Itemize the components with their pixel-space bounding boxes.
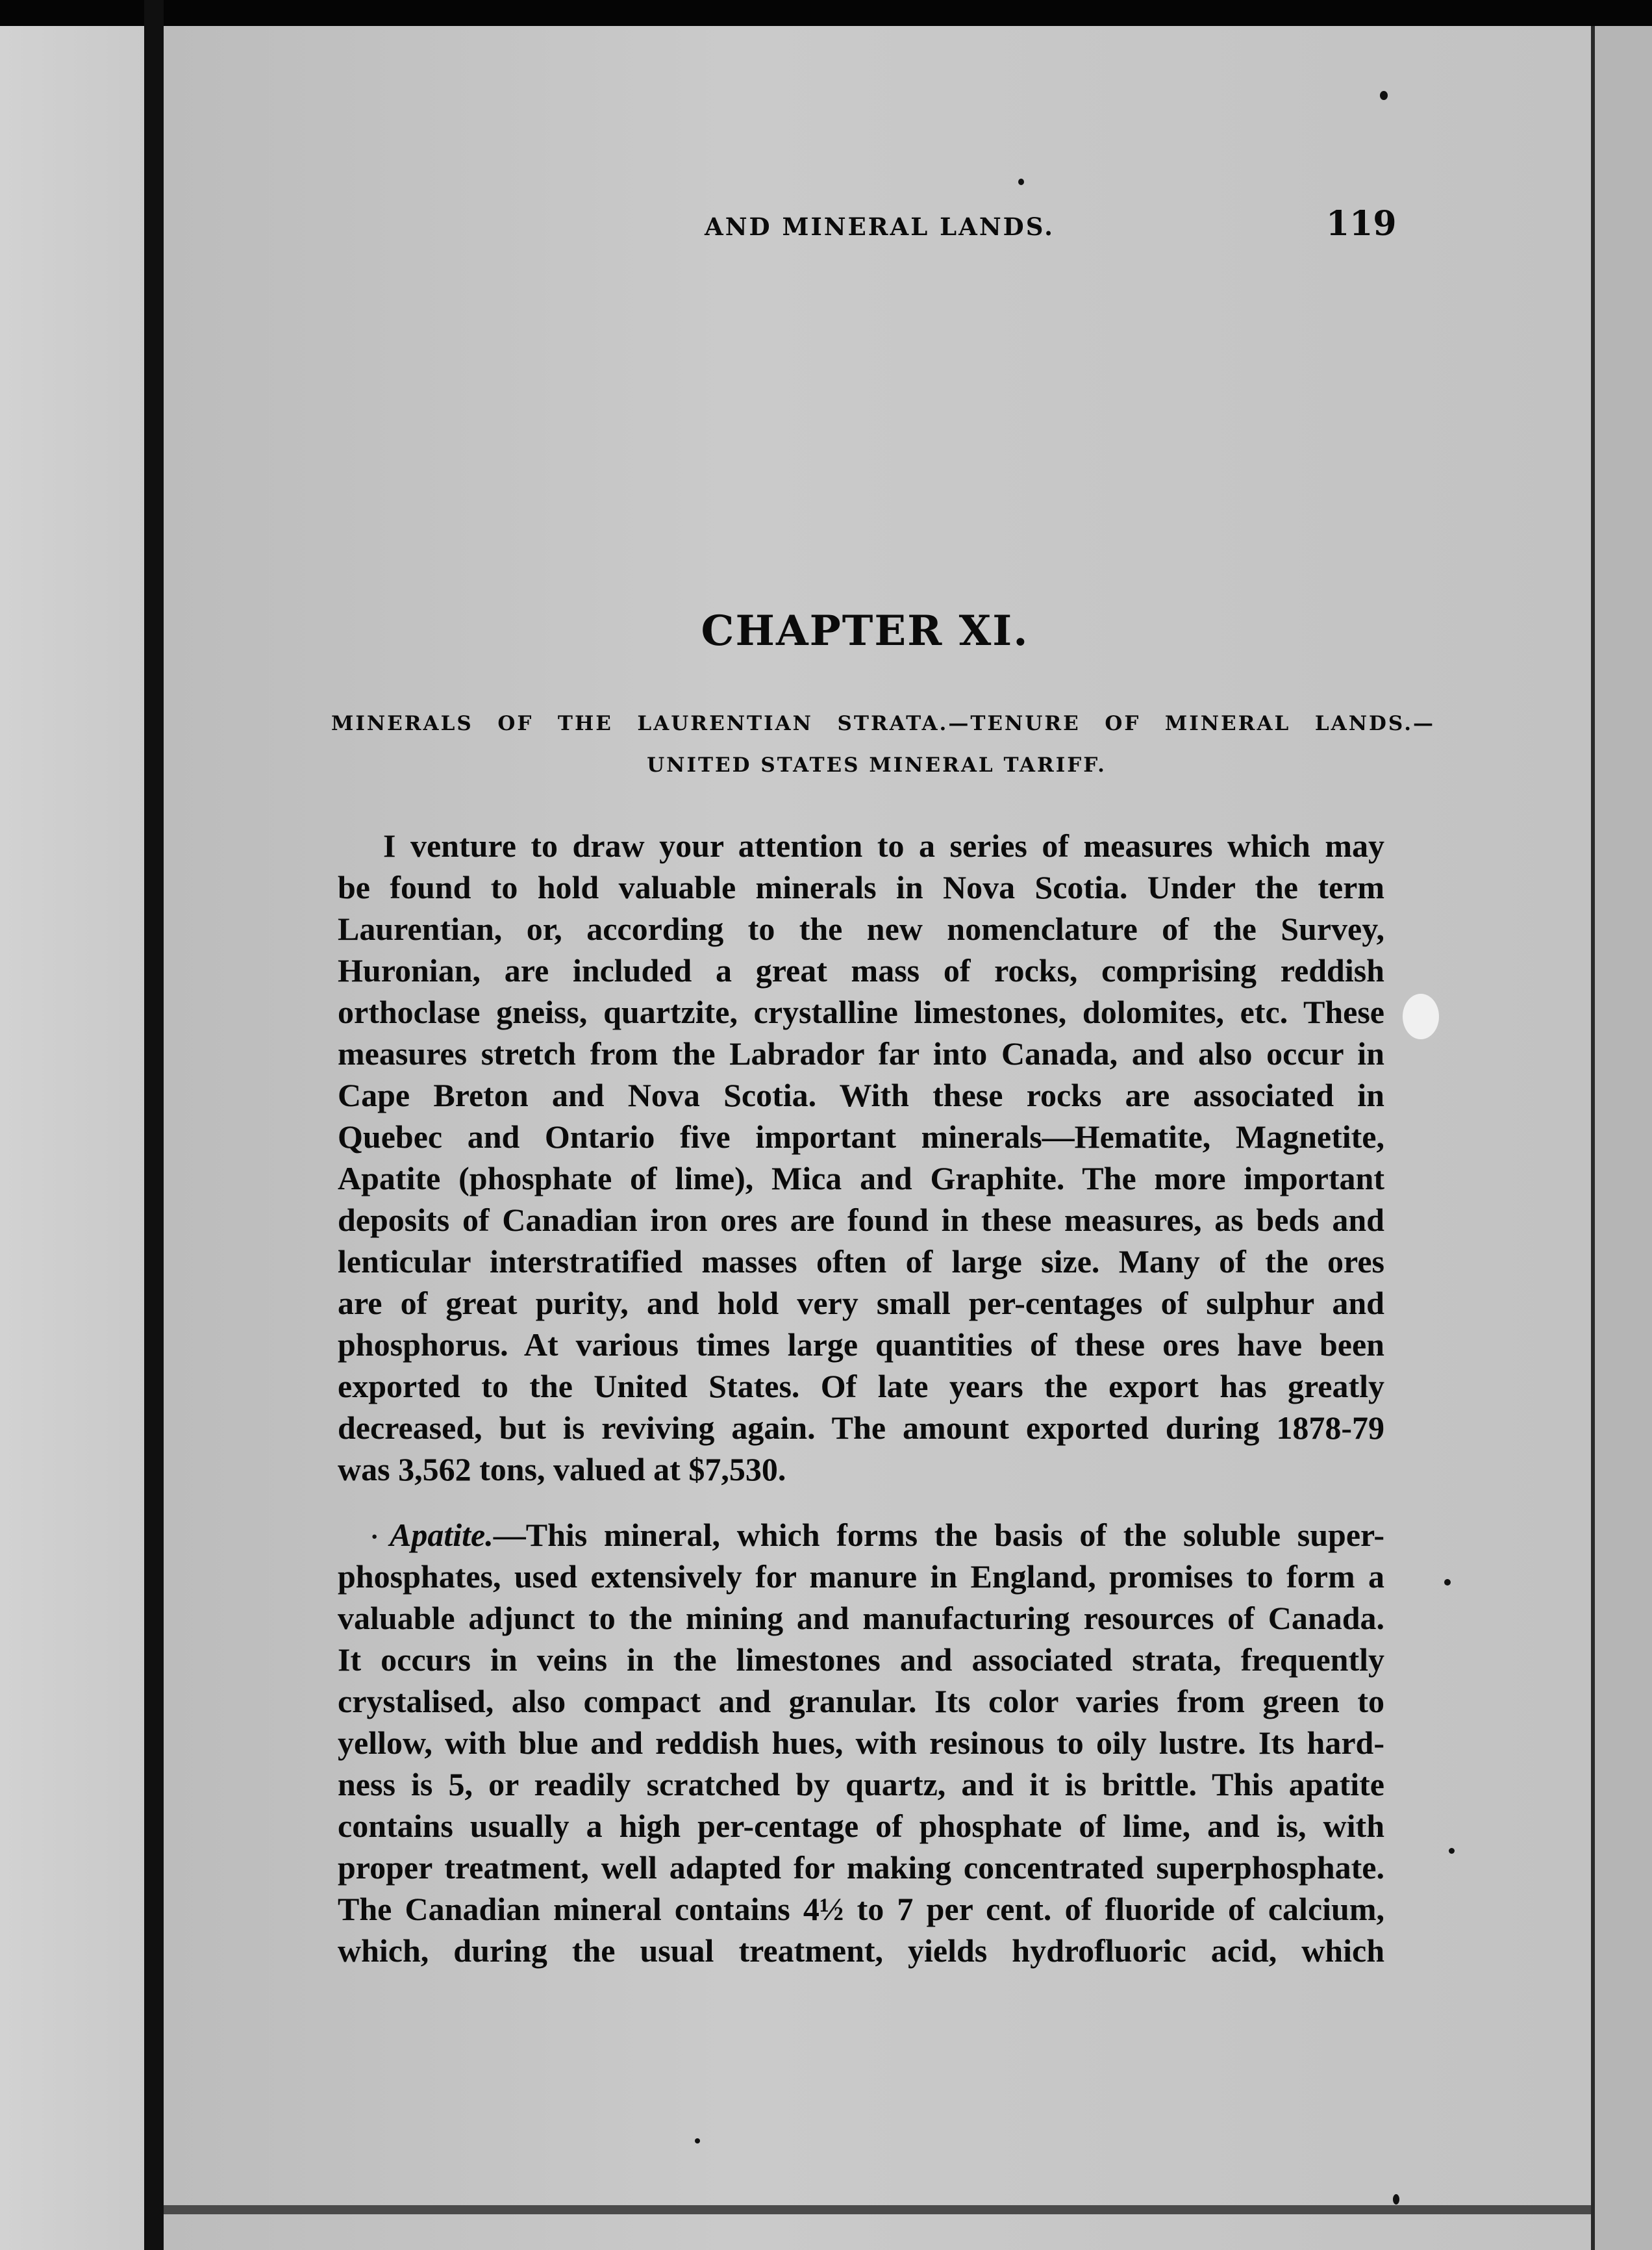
scan-speck <box>1449 1848 1455 1854</box>
paragraph-2-line: which, during the usual treatment, yields hydrofluoric acid, which <box>338 1932 1384 1969</box>
paragraph-1-line: Cape Breton and Nova Scotia. With these rocks are associated in <box>338 1077 1384 1113</box>
bottom-page-edge <box>164 2205 1591 2214</box>
paragraph-1-line: exported to the United States. Of late years the export has greatly <box>338 1368 1384 1404</box>
paragraph-1-line: measures stretch from the Labrador far into Canada, and also occur in <box>338 1035 1384 1072</box>
scan-speck <box>1444 1579 1451 1586</box>
apatite-heading: Apatite. <box>390 1517 494 1553</box>
paragraph-1-line: lenticular interstratified masses often of large size. Many of the ores <box>338 1243 1384 1280</box>
paragraph-2-first-line-text: —This mineral, which forms the basis of the soluble super- <box>493 1517 1384 1553</box>
paragraph-2-line: crystalised, also compact and granular. Its color varies from green to <box>338 1683 1384 1719</box>
scan-speck <box>1018 179 1024 185</box>
top-scan-edge <box>0 0 1652 26</box>
scan-speck <box>1380 91 1388 100</box>
paragraph-2-line: contains usually a high per-centage of phosphate of lime, and is, with <box>338 1808 1384 1844</box>
book-spine-shadow <box>144 0 164 2250</box>
chapter-subtitle-line-1: MINERALS OF THE LAURENTIAN STRATA.—TENURE OF MINERAL LANDS.— <box>331 712 1435 735</box>
paragraph-1-line: Huronian, are included a great mass of rocks, comprising reddish <box>338 952 1384 989</box>
paragraph-1-line: be found to hold valuable minerals in Nova Scotia. Under the term <box>338 869 1384 905</box>
scan-speck <box>1393 2194 1399 2205</box>
scan-speck <box>695 2138 700 2143</box>
paragraph-1-line: was 3,562 tons, valued at $7,530. <box>338 1451 786 1487</box>
facing-page-margin <box>0 26 146 2250</box>
paper-blemish <box>1403 994 1439 1039</box>
paragraph-1-line: Quebec and Ontario five important minerals—Hematite, Magnetite, <box>338 1119 1384 1155</box>
paragraph-1-line: phosphorus. At various times large quantities of these ores have been <box>338 1326 1384 1363</box>
paragraph-2-line: proper treatment, well adapted for making concentrated superphosphate. <box>338 1849 1384 1886</box>
bullet-mark: · <box>370 1522 379 1551</box>
paragraph-2-line: ness is 5, or readily scratched by quartz, and it is brittle. This apatite <box>338 1766 1384 1802</box>
paragraph-1-line: I venture to draw your attention to a series of measures which may <box>383 828 1384 864</box>
right-scan-edge <box>1591 26 1652 2250</box>
paragraph-1-line: Apatite (phosphate of lime), Mica and Graphite. The more important <box>338 1160 1384 1196</box>
paragraph-2-line: valuable adjunct to the mining and manufacturing resources of Canada. <box>338 1600 1384 1636</box>
paragraph-1-line: Laurentian, or, according to the new nomenclature of the Survey, <box>338 911 1384 947</box>
running-head: AND MINERAL LANDS. <box>705 212 1055 241</box>
chapter-subtitle-line-2: UNITED STATES MINERAL TARIFF. <box>647 753 1107 777</box>
page-number: 119 <box>1326 204 1397 244</box>
paragraph-1-line: deposits of Canadian iron ores are found in these measures, as beds and <box>338 1202 1384 1238</box>
paragraph-1-line: orthoclase gneiss, quartzite, crystalline limestones, dolomites, etc. These <box>338 994 1384 1030</box>
paragraph-2-first-line <box>390 1515 1384 1554</box>
paragraph-2-line: phosphates, used extensively for manure in England, promises to form a <box>338 1558 1384 1595</box>
paragraph-2-line: It occurs in veins in the limestones and associated strata, frequently <box>338 1641 1384 1678</box>
paragraph-2-line: The Canadian mineral contains 4½ to 7 per cent. of fluoride of calcium, <box>338 1891 1384 1927</box>
paragraph-1-line: decreased, but is reviving again. The amount exported during 1878-79 <box>338 1409 1384 1446</box>
paragraph-2-line: yellow, with blue and reddish hues, with resinous to oily lustre. Its hard- <box>338 1725 1384 1761</box>
paragraph-1-line: are of great purity, and hold very small per-centages of sulphur and <box>338 1285 1384 1321</box>
chapter-title: CHAPTER XI. <box>701 607 1029 655</box>
